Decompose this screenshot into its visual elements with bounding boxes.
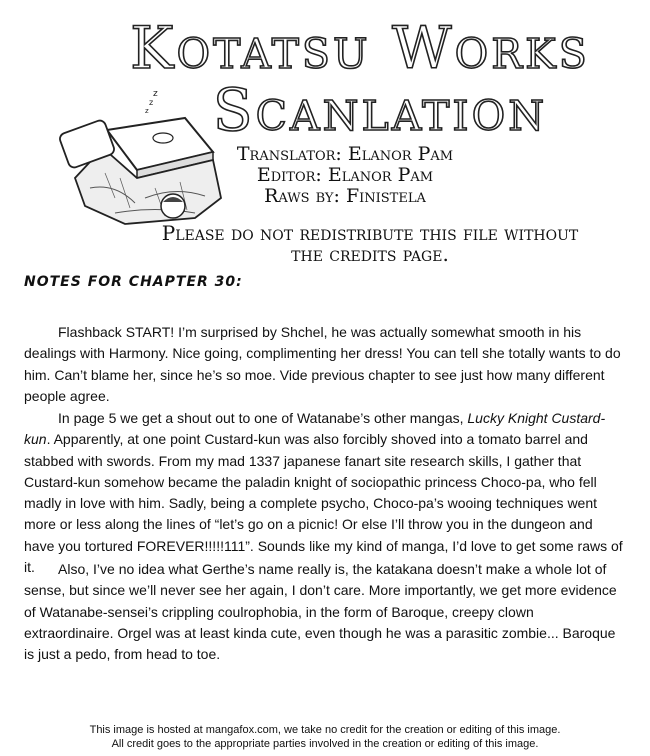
raws-credit: Raws by: Finistela bbox=[264, 185, 426, 207]
notes-paragraph-3-text: Also, I’ve no idea what Gerthe’s name really is, the katakana doesn’t make a whole lot of sense, but since we’ll never see her again, I don’t care. More importantly, we get more evidence of Watanabe-sensei’s crippling coulrophobia, in the form of Baroque, creepy clown extraordinaire. Orgel was at least kinda cute, even though he was a parasitic zombie... Baroque is just a pedo, from head to toe. bbox=[24, 561, 617, 663]
hosting-disclaimer-line-1: This image is hosted at mangafox.com, we take no credit for the creation or editing of this image. bbox=[89, 724, 561, 736]
notes-heading: NOTES FOR CHAPTER 30: bbox=[24, 274, 243, 290]
paragraph-2-lead: In page 5 we get a shout out to one of Watanabe’s other mangas, bbox=[58, 410, 468, 426]
svg-text:z: z bbox=[153, 89, 158, 99]
notes-paragraph-3 bbox=[24, 559, 626, 665]
notes-paragraph-2-text bbox=[24, 408, 626, 578]
translator-credit: Translator: Elanor Pam bbox=[236, 143, 454, 165]
redistribution-notice-line-2: the credits page. bbox=[291, 242, 449, 266]
notes-paragraph-2 bbox=[24, 408, 626, 578]
notes-paragraph-1 bbox=[24, 322, 626, 407]
svg-text:z: z bbox=[145, 107, 149, 115]
hosting-disclaimer-line-2: All credit goes to the appropriate parties involved in the creation or editing of this image. bbox=[111, 738, 539, 750]
redistribution-notice-line-1: Please do not redistribute this file without bbox=[161, 221, 579, 245]
title-line-2: Scanlation bbox=[212, 76, 548, 144]
editor-credit: Editor: Elanor Pam bbox=[256, 164, 434, 186]
svg-text:z: z bbox=[149, 98, 154, 107]
title-line-1: Kotatsu Works bbox=[130, 14, 590, 82]
paragraph-2-rest: . Apparently, at one point Custard-kun was also forcibly shoved into a tomato barrel and stabbed with swords. From my mad 1337 japanese fanart site research skills, I gather that Custard-kun somehow became the paladin knight of sociopathic princess Choco-pa, who fell madly in love with him. Sadly, being a complete psycho, Choco-pa’s wooing techniques went more or less along the lines of “let’s go on a picnic! Or else I’ll throw you in the dungeon and have you tortured FOREVER!!!!!111”. Sounds like my kind of manga, I’d love to get some raws of it. bbox=[24, 431, 623, 576]
notes-paragraph-1-text: Flashback START! I’m surprised by Shchel, he was actually somewhat smooth in his dealings with Harmony. Nice going, complimenting her dress! You can tell she totally wants to do him. Can’t blame her, since he’s so moe. Vide previous chapter to see just how many different people agree. bbox=[24, 324, 621, 404]
manga-title: Lucky Knight Custard-kun bbox=[24, 410, 606, 448]
